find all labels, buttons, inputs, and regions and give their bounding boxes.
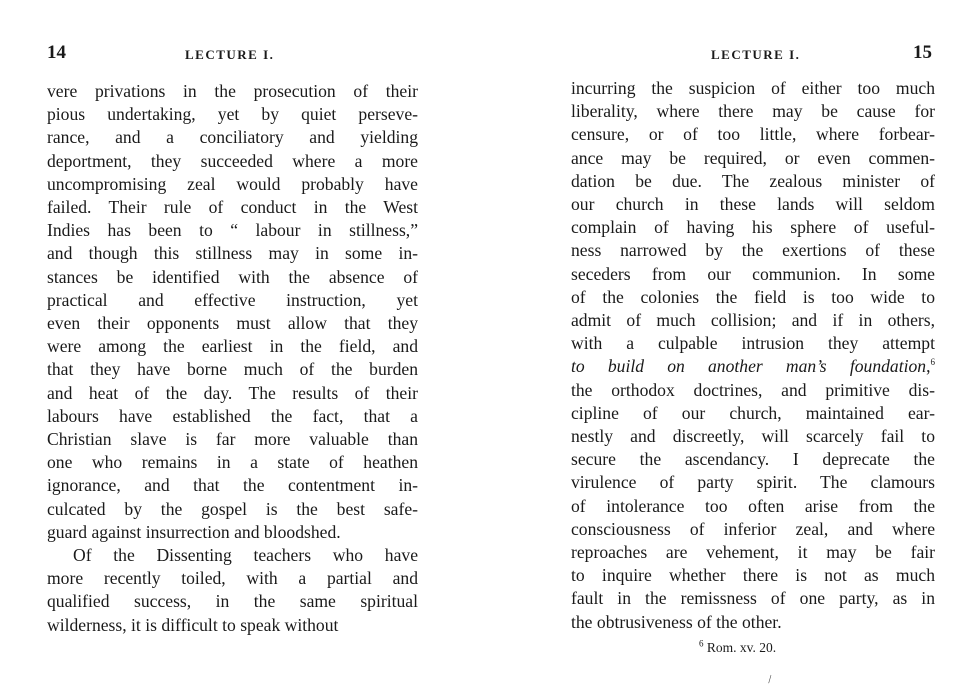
text-line: Indies has been to “ labour in stillness,” xyxy=(47,220,418,241)
text-line: the obtrusiveness of the other. xyxy=(571,611,782,632)
text-line: cipline of our church, maintained ear- xyxy=(571,402,935,423)
text-line: nestly and discreetly, will scarcely fail to xyxy=(571,426,935,447)
text-line: and though this stillness may in some in- xyxy=(47,243,418,264)
text-line: deportment, they succeeded where a more xyxy=(47,150,418,171)
text-line: of the colonies the field is too wide to xyxy=(571,286,935,307)
text-line: to inquire whether there is not as much xyxy=(571,565,935,586)
right-page xyxy=(490,0,980,698)
footnote-text: Rom. xv. 20. xyxy=(706,640,777,655)
text-line: seceders from our communion. In some xyxy=(571,263,935,284)
running-head: LECTURE I. xyxy=(185,47,275,62)
text-line: ness narrowed by the exertions of these xyxy=(571,240,935,261)
body-text xyxy=(47,80,418,637)
text-line: Christian slave is far more valuable than xyxy=(47,429,418,450)
text-line: reproaches are vehement, it may be fair xyxy=(571,542,935,563)
text-line: with a culpable intrusion they attempt xyxy=(571,333,935,354)
text-line: Of the Dissenting teachers who have xyxy=(73,545,418,566)
text-line: practical and effective instruction, yet xyxy=(47,289,418,310)
page-number: 15 xyxy=(913,42,932,63)
text-line: even their opponents must allow that they xyxy=(47,313,418,334)
footnote xyxy=(699,640,776,656)
text-line: wilderness, it is difficult to speak without xyxy=(47,614,339,635)
page-number: 14 xyxy=(47,42,66,63)
text-line: qualified success, in the same spiritual xyxy=(47,591,418,612)
text-line: stances be identified with the absence of xyxy=(47,266,418,287)
text-line: guard against insurrection and bloodshed. xyxy=(47,521,341,542)
text-line: to build on another man’s foundation,$^6$ xyxy=(571,356,935,377)
text-line: were among the earliest in the field, and xyxy=(47,336,418,357)
text-line: secure the ascendancy. I deprecate the xyxy=(571,449,935,470)
text-line: ignorance, and that the contentment in- xyxy=(47,475,418,496)
text-line: vere privations in the prosecution of their xyxy=(47,81,418,101)
pencil-mark: \ xyxy=(764,672,776,686)
text-line: rance, and a conciliatory and yielding xyxy=(47,127,418,148)
text-line: the orthodox doctrines, and primitive dis- xyxy=(571,379,935,400)
text-line: failed. Their rule of conduct in the West xyxy=(47,197,418,218)
footnote-marker: 6 xyxy=(699,638,704,649)
text-line: culcated by the gospel is the best safe- xyxy=(47,498,418,519)
text-line: admit of much collision; and if in others, xyxy=(571,310,935,331)
text-line: consciousness of inferior zeal, and where xyxy=(571,518,935,539)
italic-quote: to build on another man’s foundation xyxy=(571,356,927,377)
footnote-reference: 6 xyxy=(930,357,935,368)
text-line: labours have established the fact, that a xyxy=(47,405,418,426)
text-line: our church in these lands will seldom xyxy=(571,194,935,215)
text-line: ance may be required, or even commen- xyxy=(571,147,935,168)
text-line: liberality, where there may be cause for xyxy=(571,101,935,122)
text-line: and heat of the day. The results of their xyxy=(47,382,418,403)
text-line: censure, or of too little, where forbear- xyxy=(571,124,935,145)
text-line: pious undertaking, yet by quiet perseve- xyxy=(47,104,418,125)
text-line: uncompromising zeal would probably have xyxy=(47,173,418,194)
text-line: incurring the suspicion of either too much xyxy=(571,78,935,98)
text-line: complain of having his sphere of useful- xyxy=(571,217,935,238)
text-line: dation be due. The zealous minister of xyxy=(571,170,935,191)
left-page xyxy=(0,0,470,698)
text-line: that they have borne much of the burden xyxy=(47,359,418,380)
text-line: virulence of party spirit. The clamours xyxy=(571,472,935,493)
text-line: one who remains in a state of heathen xyxy=(47,452,418,473)
text-line: of intolerance too often arise from the xyxy=(571,495,935,516)
text-line: fault in the remissness of one party, as in xyxy=(571,588,935,609)
text-line: more recently toiled, with a partial and xyxy=(47,568,418,589)
body-text xyxy=(571,77,935,634)
running-head: LECTURE I. xyxy=(711,47,801,62)
